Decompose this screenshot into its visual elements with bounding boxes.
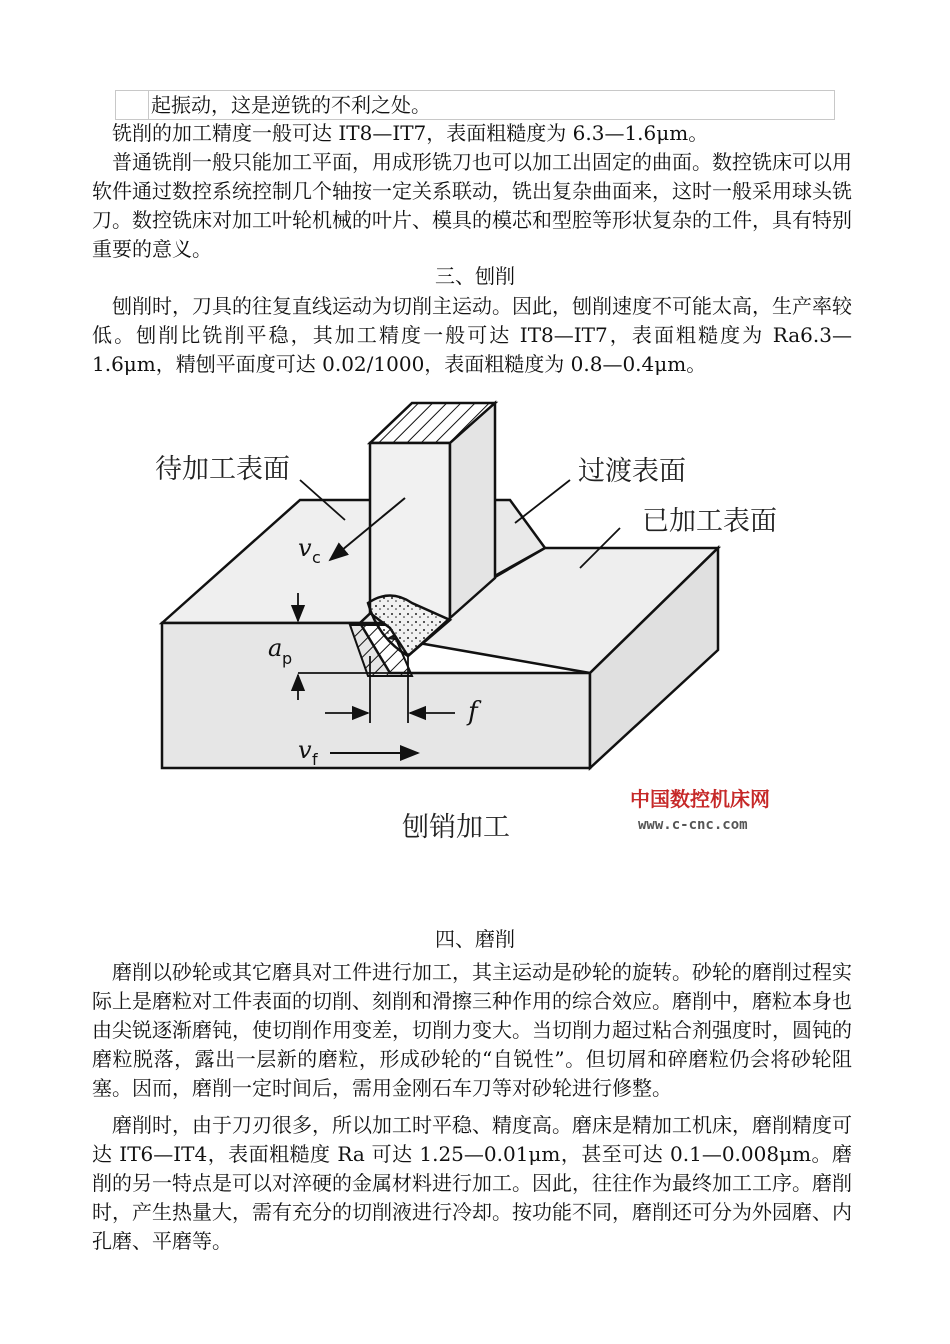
- paragraph-text: 磨削时，由于刀刃很多，所以加工时平稳、精度高。磨床是精加工机床，磨削精度可达 IT6—IT4，表面粗糙度 Ra 可达 1.25—0.01μm，甚至可达 0.1—0.008μm。磨削的另一特点是可以对淬硬的金属材料进行加工。因此，往往作为最终加工工序。磨削时，产生热量大，需有充分的切削液进行冷却。按功能不同，磨削还可分为外园磨、内孔磨、平磨等。: [92, 1113, 852, 1253]
- paragraph-text: 刨削时，刀具的往复直线运动为切削主运动。因此，刨削速度不可能太高，生产率较低。刨削比铣削平稳，其加工精度一般可达 IT8—IT7，表面粗糙度为 Ra6.3—1.6μm，精刨平面度可达 0.02/1000，表面粗糙度为 0.8—0.4μm。: [92, 294, 852, 376]
- milling-precision-paragraph: [92, 119, 852, 148]
- label-to-be-machined-surface: 待加工表面: [155, 454, 290, 485]
- table-cell-text: 起振动，这是逆铣的不利之处。: [148, 91, 431, 119]
- label-vc-subscript: c: [312, 548, 321, 567]
- label-transition-surface: 过渡表面: [578, 456, 686, 487]
- label-ap-subscript: p: [282, 649, 293, 668]
- label-vf: v: [298, 736, 312, 764]
- paragraph-text: 普通铣削一般只能加工平面，用成形铣刀也可以加工出固定的曲面。数控铣床可以用软件通过数控系统控制几个轴按一定关系联动，铣出复杂曲面来，这时一般采用球头铣刀。数控铣床对加工叶轮机械的叶片、模具的模芯和型腔等形状复杂的工件，具有特别重要的意义。: [92, 150, 852, 261]
- label-vc: v: [298, 534, 312, 562]
- label-vf-subscript: f: [312, 750, 318, 769]
- figure-caption: 刨销加工: [402, 812, 510, 843]
- milling-surface-paragraph: [92, 148, 852, 264]
- watermark-url: www.c-cnc.com: [638, 817, 748, 833]
- label-f: f: [468, 697, 478, 727]
- grinding-paragraph-1: [92, 958, 852, 1103]
- section-heading-planing: 三、刨削: [435, 264, 515, 288]
- label-ap: a: [268, 634, 283, 662]
- planing-paragraph: [92, 292, 852, 379]
- watermark-logo: [630, 787, 770, 833]
- table-fragment: [115, 90, 835, 120]
- paragraph-text: 铣削的加工精度一般可达 IT8—IT7，表面粗糙度为 6.3—1.6μm。: [112, 121, 709, 145]
- planing-diagram: [150, 388, 810, 848]
- grinding-paragraph-2: [92, 1111, 852, 1256]
- paragraph-text: 磨削以砂轮或其它磨具对工件进行加工，其主运动是砂轮的旋转。砂轮的磨削过程实际上是磨粒对工件表面的切削、刻削和滑擦三种作用的综合效应。磨削中，磨粒本身也由尖锐逐渐磨钝，使切削作用变差，切削力变大。当切削力超过粘合剂强度时，圆钝的磨粒脱落，露出一层新的磨粒，形成砂轮的“自锐性”。但切屑和碎磨粒仍会将砂轮阻塞。因而，磨削一定时间后，需用金刚石车刀等对砂轮进行修整。: [92, 960, 852, 1100]
- section-heading-grinding: 四、磨削: [435, 927, 515, 951]
- watermark-title: 中国数控机床网: [630, 787, 770, 811]
- label-machined-surface: 已加工表面: [642, 506, 777, 537]
